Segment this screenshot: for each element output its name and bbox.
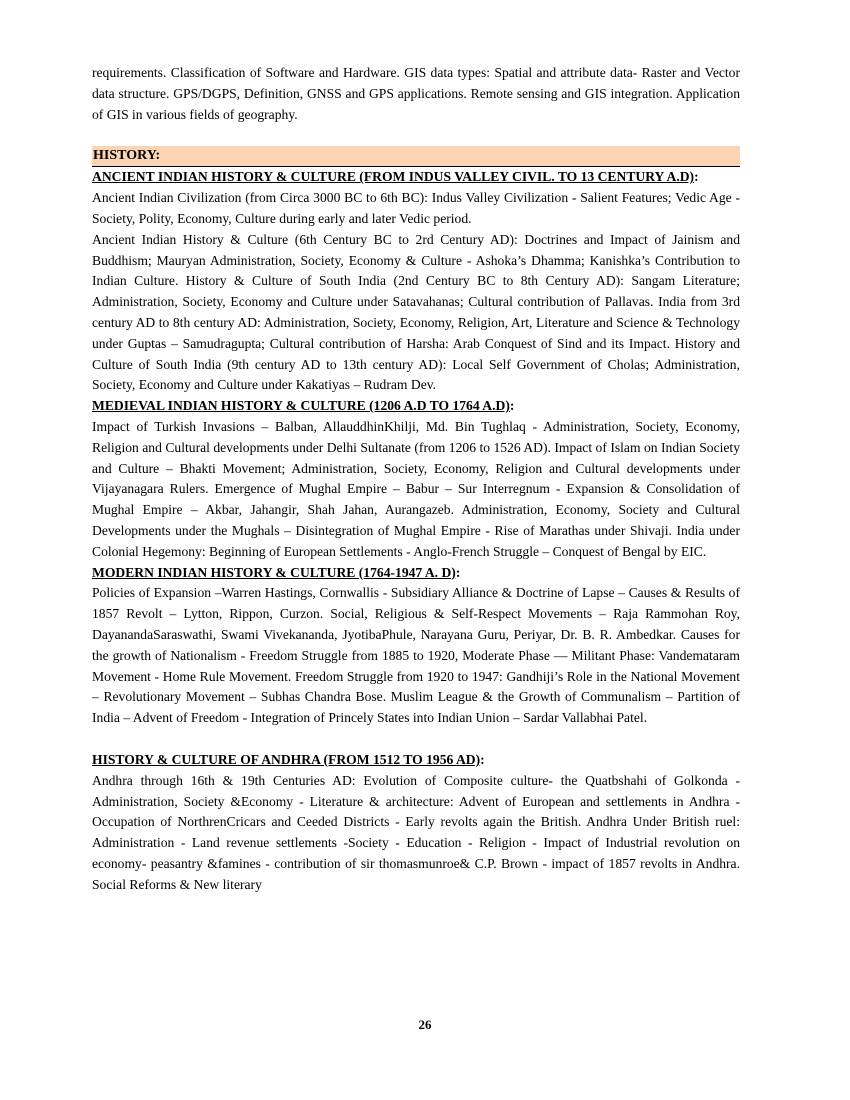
- modern-paragraph: Policies of Expansion –Warren Hastings, Cornwallis - Subsidiary Alliance & Doctrine of Lapse – Causes & Results of 1857 Revolt – Lytton, Rippon, Curzon. Social, Religious & Self-Respect Movements – Raja Rammohan Roy, DayanandaSaraswathi, Swami Vivekananda, JyotibaPhule, Narayana Guru, Periyar, Dr. B. R. Ambedkar. Causes for the growth of Nationalism - Freedom Struggle from 1885 to 1920, Moderate Phase –– Militant Phase: Vandemataram Movement - Home Rule Movement. Freedom Struggle from 1920 to 1947: Gandhiji’s Role in the National Movement – Revolutionary Movement – Subhas Chandra Bose. Muslim League & the Growth of Communalism – Partition of India – Advent of Freedom - Integration of Princely States into Indian Union – Sardar Vallabhai Patel.: [92, 585, 740, 726]
- heading-ancient: [92, 167, 740, 188]
- andhra-paragraph: Andhra through 16th & 19th Centuries AD: Evolution of Composite culture- the Quatbshahi of Golkonda - Administration, Society &Economy - Literature & architecture: Advent of European and settlements in Andhra - Occupation of NorthrenCricars and Ceeded Districts - Early revolts again the British. Andhra Under British ruel: Administration - Land revenue settlements -Society - Education - Religion - Impact of Industrial revolution on economy- peasantry &famines - contribution of sir thomasmunroe& C.P. Brown - impact of 1857 revolts in Andhra. Social Reforms & New literary: [92, 772, 740, 892]
- page-number: 26: [418, 1017, 432, 1032]
- intro-paragraph: requirements. Classification of Software and Hardware. GIS data types: Spatial and attribute data- Raster and Vector data structure. GPS/DGPS, Definition, GNSS and GPS applications. Remote sensing and GIS integration. Application of GIS in various fields of geography.: [92, 65, 740, 122]
- heading-modern-text: MODERN INDIAN HISTORY & CULTURE (1764-1947 A. D): [92, 564, 456, 580]
- section-title-history: HISTORY:: [92, 146, 740, 167]
- heading-medieval: [92, 396, 740, 417]
- heading-medieval-text: MEDIEVAL INDIAN HISTORY & CULTURE (1206 A.D TO 1764 A.D): [92, 398, 510, 414]
- document-body: [92, 63, 740, 895]
- spacer: [92, 729, 740, 750]
- heading-modern-suffix: :: [455, 564, 461, 580]
- ancient-paragraph-2: Ancient Indian History & Culture (6th Century BC to 2rd Century AD): Doctrines and Impact of Jainism and Buddhism; Mauryan Administration, Society, Economy & Culture - Ashoka’s Dhamma; Kanishka’s Contribution to Indian Culture. History & Culture of South India (2nd Century BC to 8th Century AD): Sangam Literature; Administration, Society, Economy and Culture under Satavahanas; Cultural contribution of Pallavas. India from 3rd century AD to 8th century AD: Administration, Society, Economy, Religion, Art, Literature and Science & Technology under Guptas – Samudragupta; Cultural contribution of Harsha: Arab Conquest of Sind and its Impact. History and Culture of South India (9th century AD to 13th century AD): Local Self Government of Cholas; Administration, Society, Economy and Culture under Kakatiyas – Rudram Dev.: [92, 231, 740, 393]
- heading-medieval-suffix: :: [509, 398, 515, 414]
- heading-ancient-suffix: :: [694, 169, 699, 185]
- ancient-paragraph-1: Ancient Indian Civilization (from Circa 3000 BC to 6th BC): Indus Valley Civilization - Salient Features; Vedic Age - Society, Polity, Economy, Culture during early and later Vedic period.: [92, 190, 740, 226]
- heading-andhra: [92, 750, 740, 771]
- spacer: [92, 125, 740, 146]
- heading-ancient-text: ANCIENT INDIAN HISTORY & CULTURE (FROM INDUS VALLEY CIVIL. TO 13 CENTURY A.D): [92, 169, 695, 185]
- heading-modern: [92, 563, 740, 584]
- heading-andhra-suffix: :: [480, 751, 485, 767]
- medieval-paragraph: Impact of Turkish Invasions – Balban, AllauddhinKhilji, Md. Bin Tughlaq - Administration, Society, Economy, Religion and Cultural developments under Delhi Sultanate (from 1206 to 1526 AD). Impact of Islam on Indian Society and Culture – Bhakti Movement; Administration, Society, Economy, Religion and Cultural developments under Vijayanagara Rulers. Emergence of Mughal Empire – Babur – Sur Interregnum - Expansion & Consolidation of Mughal Empire – Akbar, Jahangir, Shah Jahan, Aurangazeb. Administration, Economy, Society and Cultural Developments under the Mughals – Disintegration of Mughal Empire - Rise of Marathas under Shivaji. India under Colonial Hegemony: Beginning of European Settlements - Anglo-French Struggle – Conquest of Bengal by EIC.: [92, 418, 740, 559]
- heading-andhra-text: HISTORY & CULTURE OF ANDHRA (FROM 1512 TO 1956 AD): [92, 751, 481, 767]
